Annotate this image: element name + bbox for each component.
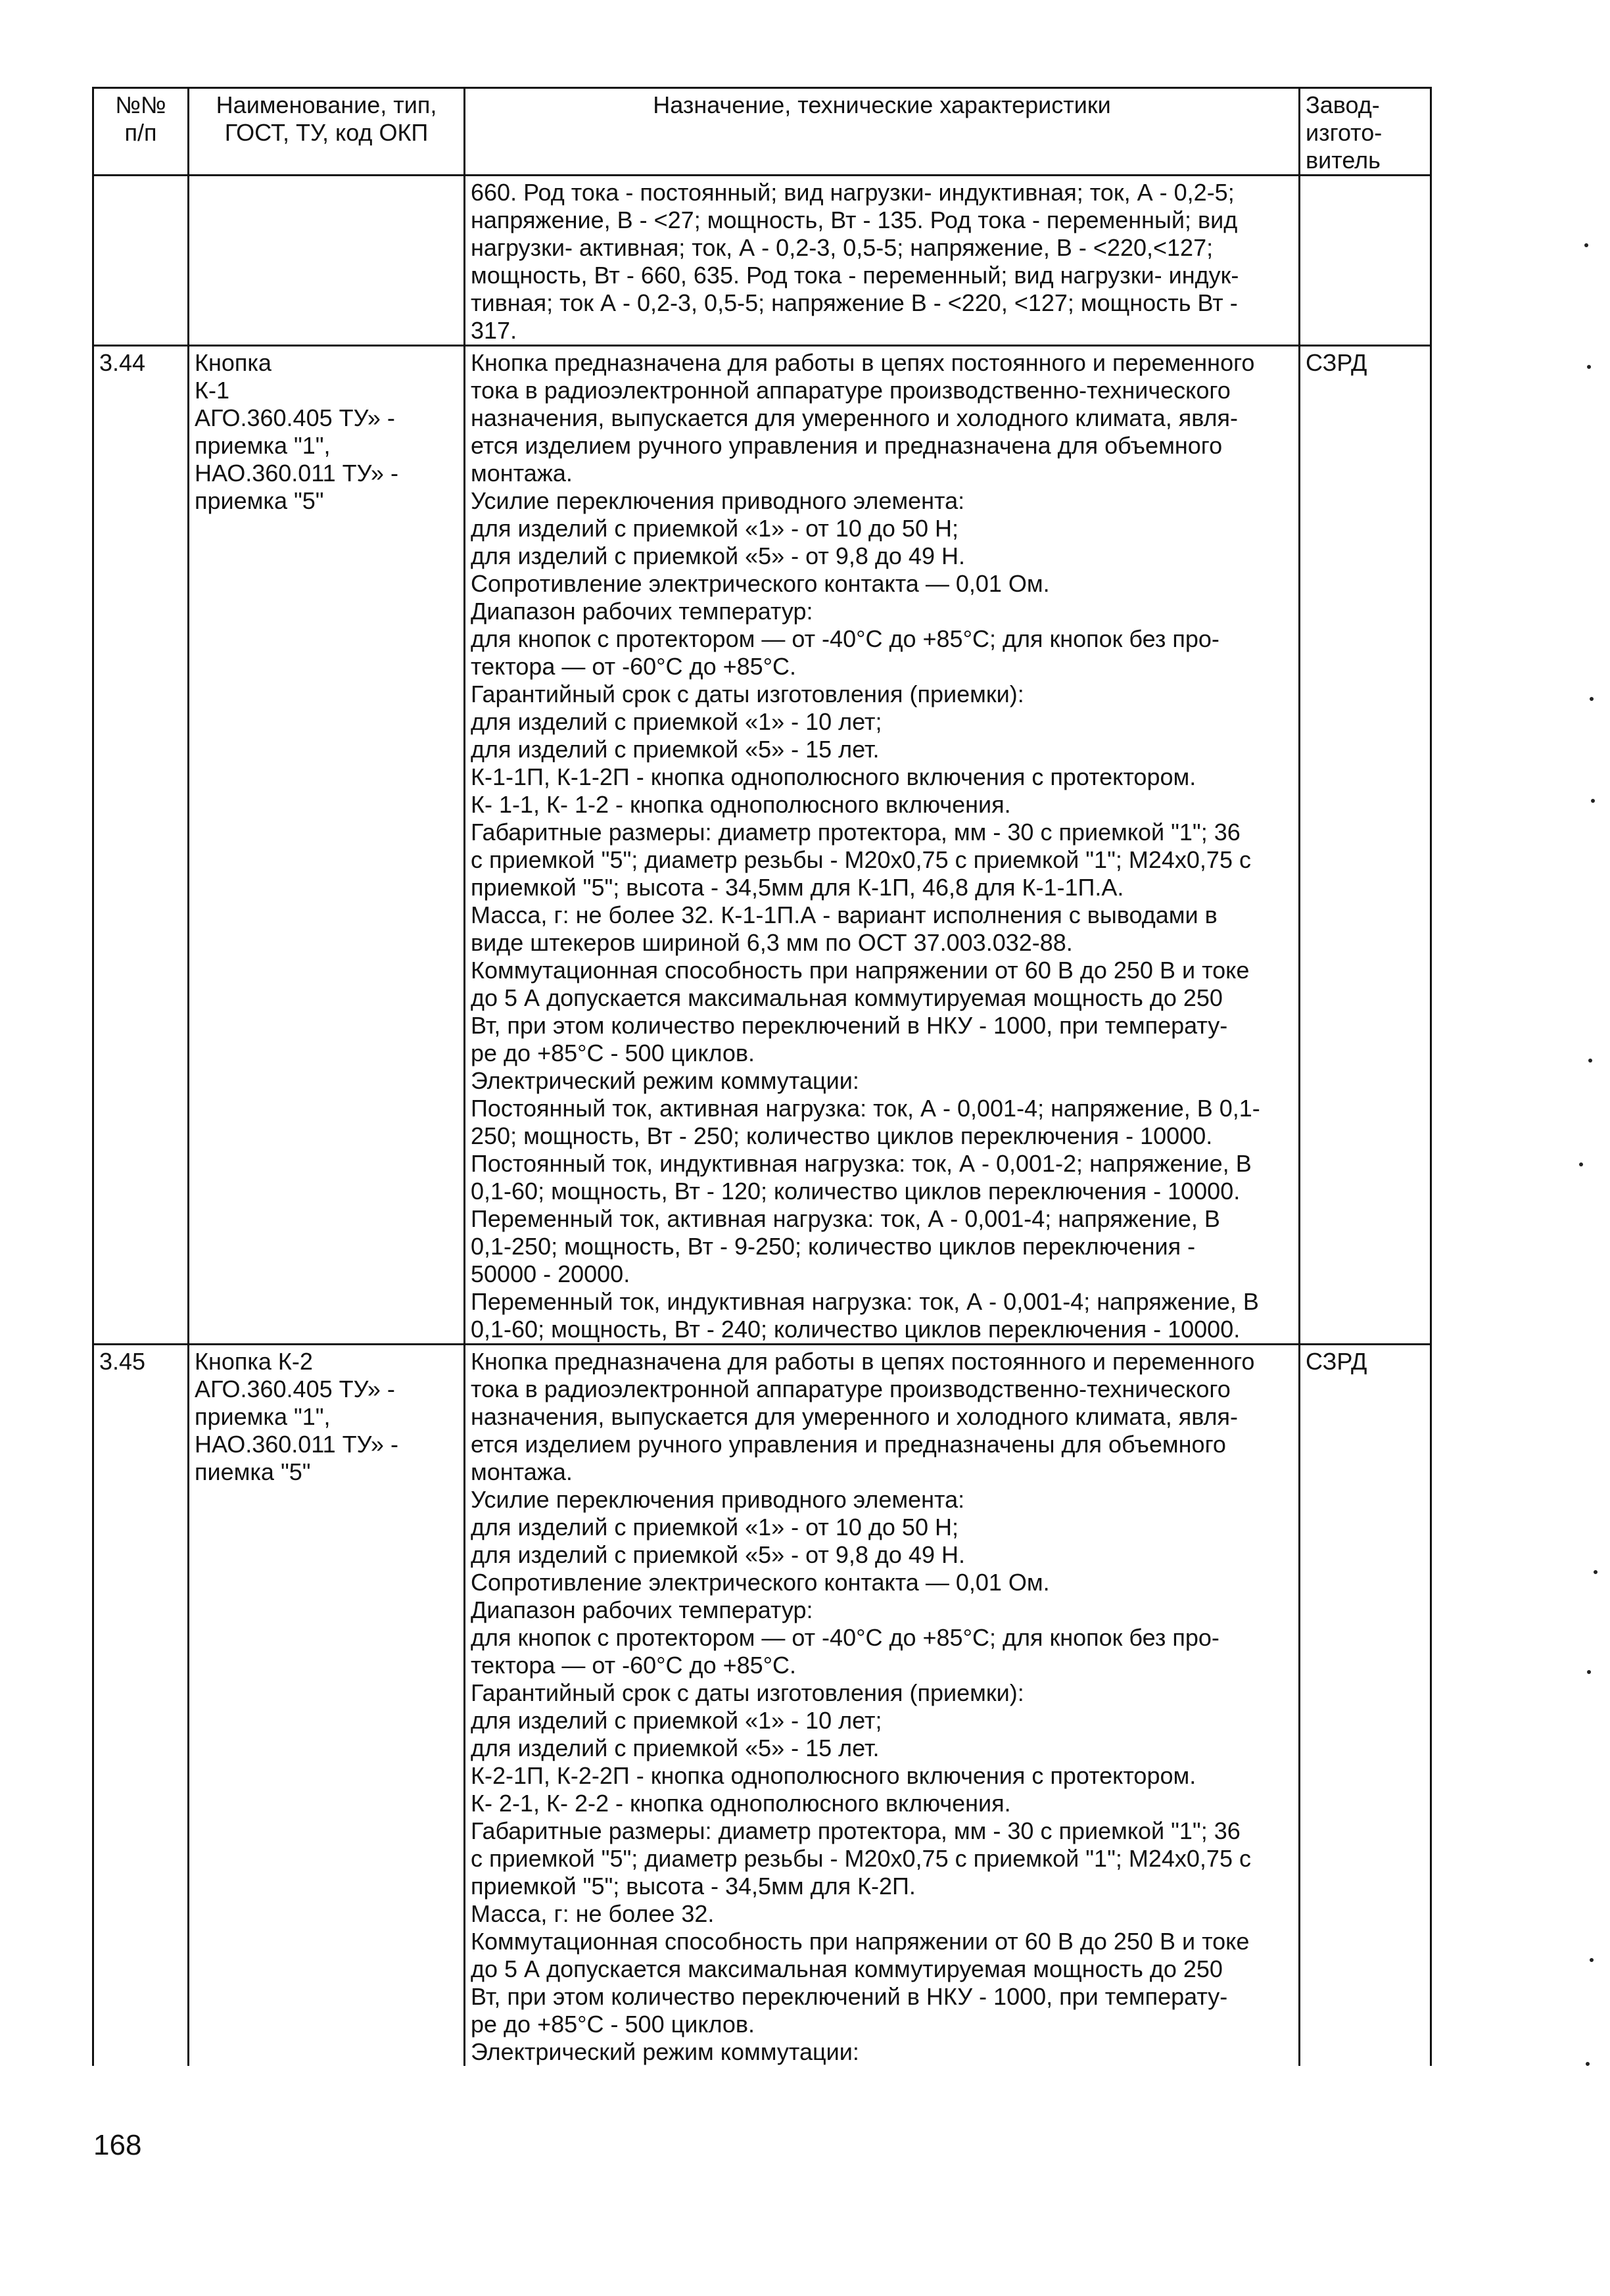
purpose-line: Габаритные размеры: диаметр протектора, мм - 30 с приемкой "1"; 36 <box>471 1817 1241 1844</box>
purpose-line: для изделий с приемкой «5» - от 9,8 до 49 Н. <box>471 542 965 569</box>
purpose-line: Диапазон рабочих температур: <box>471 1596 813 1623</box>
purpose-line: Постоянный ток, активная нагрузка: ток, А - 0,001-4; напряжение, В 0,1- <box>471 1095 1260 1122</box>
name-line: АГО.360.405 ТУ» - <box>195 404 395 431</box>
purpose-line: Сопротивление электрического контакта — 0,01 Ом. <box>471 570 1050 597</box>
purpose-line: монтажа. <box>471 460 573 487</box>
purpose-line: Диапазон рабочих температур: <box>471 598 813 625</box>
purpose-line: Переменный ток, индуктивная нагрузка: ток, А - 0,001-4; напряжение, В <box>471 1288 1259 1315</box>
purpose-line: 0,1-250; мощность, Вт - 9-250; количество циклов переключения - <box>471 1233 1196 1260</box>
header-number: №№ п/п <box>93 88 189 176</box>
purpose-line: Постоянный ток, индуктивная нагрузка: ток, А - 0,001-2; напряжение, В <box>471 1150 1252 1177</box>
purpose-line: К- 2-1, К- 2-2 - кнопка однополюсного включения. <box>471 1790 1011 1817</box>
purpose-line: Вт, при этом количество переключений в НКУ - 1000, при температу- <box>471 1012 1228 1039</box>
purpose-line: назначения, выпускается для умеренного и холодного климата, явля- <box>471 404 1238 431</box>
page-number: 168 <box>93 2129 142 2161</box>
specification-table <box>92 87 1432 2066</box>
cell-number <box>93 176 189 346</box>
purpose-line: приемкой "5"; высота - 34,5мм для К-2П. <box>471 1873 916 1900</box>
name-line: приемка "5" <box>195 487 324 514</box>
name-line: Кнопка <box>195 349 272 376</box>
cell-plant: СЗРД <box>1300 346 1431 1345</box>
purpose-line: для изделий с приемкой «1» - 10 лет; <box>471 708 882 735</box>
purpose-line: 0,1-60; мощность, Вт - 240; количество циклов переключения - 10000. <box>471 1316 1241 1343</box>
purpose-line: монтажа. <box>471 1458 573 1485</box>
purpose-line: для изделий с приемкой «5» - от 9,8 до 49 Н. <box>471 1541 965 1568</box>
name-line: К-1 <box>195 377 229 404</box>
purpose-line: до 5 А допускается максимальная коммутируемая мощность до 250 <box>471 1955 1223 1982</box>
name-line: Кнопка К-2 <box>195 1348 313 1375</box>
scan-speck <box>1587 1670 1591 1674</box>
purpose-line: Гарантийный срок с даты изготовления (приемки): <box>471 681 1024 707</box>
table-row <box>93 346 1431 1345</box>
purpose-line: ется изделием ручного управления и предназначены для объемного <box>471 1431 1226 1458</box>
cell-number: 3.45 <box>93 1345 189 2067</box>
purpose-line: Усилие переключения приводного элемента: <box>471 1486 965 1513</box>
name-line: приемка "1", <box>195 1403 331 1430</box>
purpose-line: К- 1-1, К- 1-2 - кнопка однополюсного включения. <box>471 791 1011 818</box>
purpose-line: для изделий с приемкой «1» - от 10 до 50 Н; <box>471 515 959 542</box>
cell-number: 3.44 <box>93 346 189 1345</box>
purpose-line: мощность, Вт - 660, 635. Род тока - переменный; вид нагрузки- индук- <box>471 262 1239 289</box>
scan-speck <box>1591 799 1595 803</box>
cell-name <box>189 346 465 1345</box>
purpose-line: для кнопок с протектором — от -40°С до +85°С; для кнопок без про- <box>471 1624 1219 1651</box>
scan-speck <box>1587 365 1591 369</box>
purpose-line: с приемкой "5"; диаметр резьбы - М20х0,75 с приемкой "1"; М24х0,75 с <box>471 846 1251 873</box>
purpose-line: Вт, при этом количество переключений в НКУ - 1000, при температу- <box>471 1983 1228 2010</box>
purpose-line: ре до +85°С - 500 циклов. <box>471 1040 755 1066</box>
table-header-row <box>93 88 1431 176</box>
purpose-line: Кнопка предназначена для работы в цепях постоянного и переменного <box>471 1348 1255 1375</box>
purpose-line: для изделий с приемкой «5» - 15 лет. <box>471 1734 880 1761</box>
purpose-line: приемкой "5"; высота - 34,5мм для К-1П, 46,8 для К-1-1П.А. <box>471 874 1124 901</box>
purpose-line: тектора — от -60°С до +85°С. <box>471 1652 797 1679</box>
table-row <box>93 1345 1431 2067</box>
purpose-line: Коммутационная способность при напряжении от 60 В до 250 В и токе <box>471 1928 1250 1955</box>
table-row <box>93 176 1431 346</box>
purpose-line: 317. <box>471 317 517 344</box>
purpose-line: К-2-1П, К-2-2П - кнопка однополюсного включения с протектором. <box>471 1762 1196 1789</box>
purpose-line: нагрузки- активная; ток, А - 0,2-3, 0,5-5; напряжение, В - <220,<127; <box>471 234 1214 261</box>
purpose-line: виде штекеров шириной 6,3 мм по ОСТ 37.003.032-88. <box>471 929 1073 956</box>
purpose-line: Масса, г: не более 32. К-1-1П.А - вариант исполнения с выводами в <box>471 901 1218 928</box>
purpose-line: К-1-1П, К-1-2П - кнопка однополюсного включения с протектором. <box>471 763 1196 790</box>
name-line: пиемка "5" <box>195 1458 311 1485</box>
name-line: НАО.360.011 ТУ» - <box>195 460 398 487</box>
purpose-line: Габаритные размеры: диаметр протектора, мм - 30 с приемкой "1"; 36 <box>471 819 1241 846</box>
purpose-line: для изделий с приемкой «1» - 10 лет; <box>471 1707 882 1734</box>
scan-speck <box>1584 243 1588 247</box>
purpose-line: ется изделием ручного управления и предназначена для объемного <box>471 432 1223 459</box>
header-name: Наименование, тип, ГОСТ, ТУ, код ОКП <box>189 88 465 176</box>
purpose-line: 660. Род тока - постоянный; вид нагрузки- индуктивная; ток, А - 0,2-5; <box>471 179 1235 206</box>
purpose-line: тока в радиоэлектронной аппаратуре производственно-технического <box>471 377 1231 404</box>
purpose-line: до 5 А допускается максимальная коммутируемая мощность до 250 <box>471 984 1223 1011</box>
cell-purpose <box>465 1345 1300 2067</box>
purpose-line: ре до +85°С - 500 циклов. <box>471 2011 755 2038</box>
purpose-line: тектора — от -60°С до +85°С. <box>471 653 797 680</box>
header-plant: Завод- изгото- витель <box>1300 88 1431 176</box>
purpose-line: Усилие переключения приводного элемента: <box>471 487 965 514</box>
purpose-line: Гарантийный срок с даты изготовления (приемки): <box>471 1679 1024 1706</box>
cell-name <box>189 1345 465 2067</box>
purpose-line: 50000 - 20000. <box>471 1260 630 1287</box>
name-line: приемка "1", <box>195 432 331 459</box>
purpose-line: 0,1-60; мощность, Вт - 120; количество циклов переключения - 10000. <box>471 1178 1241 1205</box>
purpose-line: для изделий с приемкой «1» - от 10 до 50 Н; <box>471 1514 959 1541</box>
purpose-line: тока в радиоэлектронной аппаратуре производственно-технического <box>471 1375 1231 1402</box>
purpose-line: для изделий с приемкой «5» - 15 лет. <box>471 736 880 763</box>
purpose-line: Переменный ток, активная нагрузка: ток, А - 0,001-4; напряжение, В <box>471 1205 1220 1232</box>
purpose-line: Кнопка предназначена для работы в цепях постоянного и переменного <box>471 349 1255 376</box>
purpose-line: назначения, выпускается для умеренного и холодного климата, явля- <box>471 1403 1238 1430</box>
purpose-line: напряжение, В - <27; мощность, Вт - 135. Род тока - переменный; вид <box>471 206 1238 233</box>
purpose-line: Масса, г: не более 32. <box>471 1900 715 1927</box>
name-line: АГО.360.405 ТУ» - <box>195 1375 395 1402</box>
scan-speck <box>1594 1570 1598 1574</box>
cell-plant <box>1300 176 1431 346</box>
scan-speck <box>1590 697 1594 701</box>
purpose-line: с приемкой "5"; диаметр резьбы - М20х0,75 с приемкой "1"; М24х0,75 с <box>471 1845 1251 1872</box>
purpose-line: Электрический режим коммутации: <box>471 1067 859 1094</box>
scan-speck <box>1588 1059 1592 1063</box>
scan-speck <box>1579 1162 1583 1166</box>
cell-purpose <box>465 346 1300 1345</box>
cell-purpose <box>465 176 1300 346</box>
purpose-line: для кнопок с протектором — от -40°С до +85°С; для кнопок без про- <box>471 625 1219 652</box>
scan-speck <box>1586 2062 1590 2066</box>
header-purpose: Назначение, технические характеристики <box>465 88 1300 176</box>
purpose-line: Коммутационная способность при напряжении от 60 В до 250 В и токе <box>471 957 1250 984</box>
scan-speck <box>1590 1958 1594 1962</box>
cell-plant: СЗРД <box>1300 1345 1431 2067</box>
cell-name <box>189 176 465 346</box>
purpose-line: 250; мощность, Вт - 250; количество циклов переключения - 10000. <box>471 1122 1213 1149</box>
name-line: НАО.360.011 ТУ» - <box>195 1431 398 1458</box>
purpose-line: тивная; ток А - 0,2-3, 0,5-5; напряжение В - <220, <127; мощность Вт - <box>471 289 1238 316</box>
purpose-line: Сопротивление электрического контакта — 0,01 Ом. <box>471 1569 1050 1596</box>
purpose-line: Электрический режим коммутации: <box>471 2038 859 2065</box>
